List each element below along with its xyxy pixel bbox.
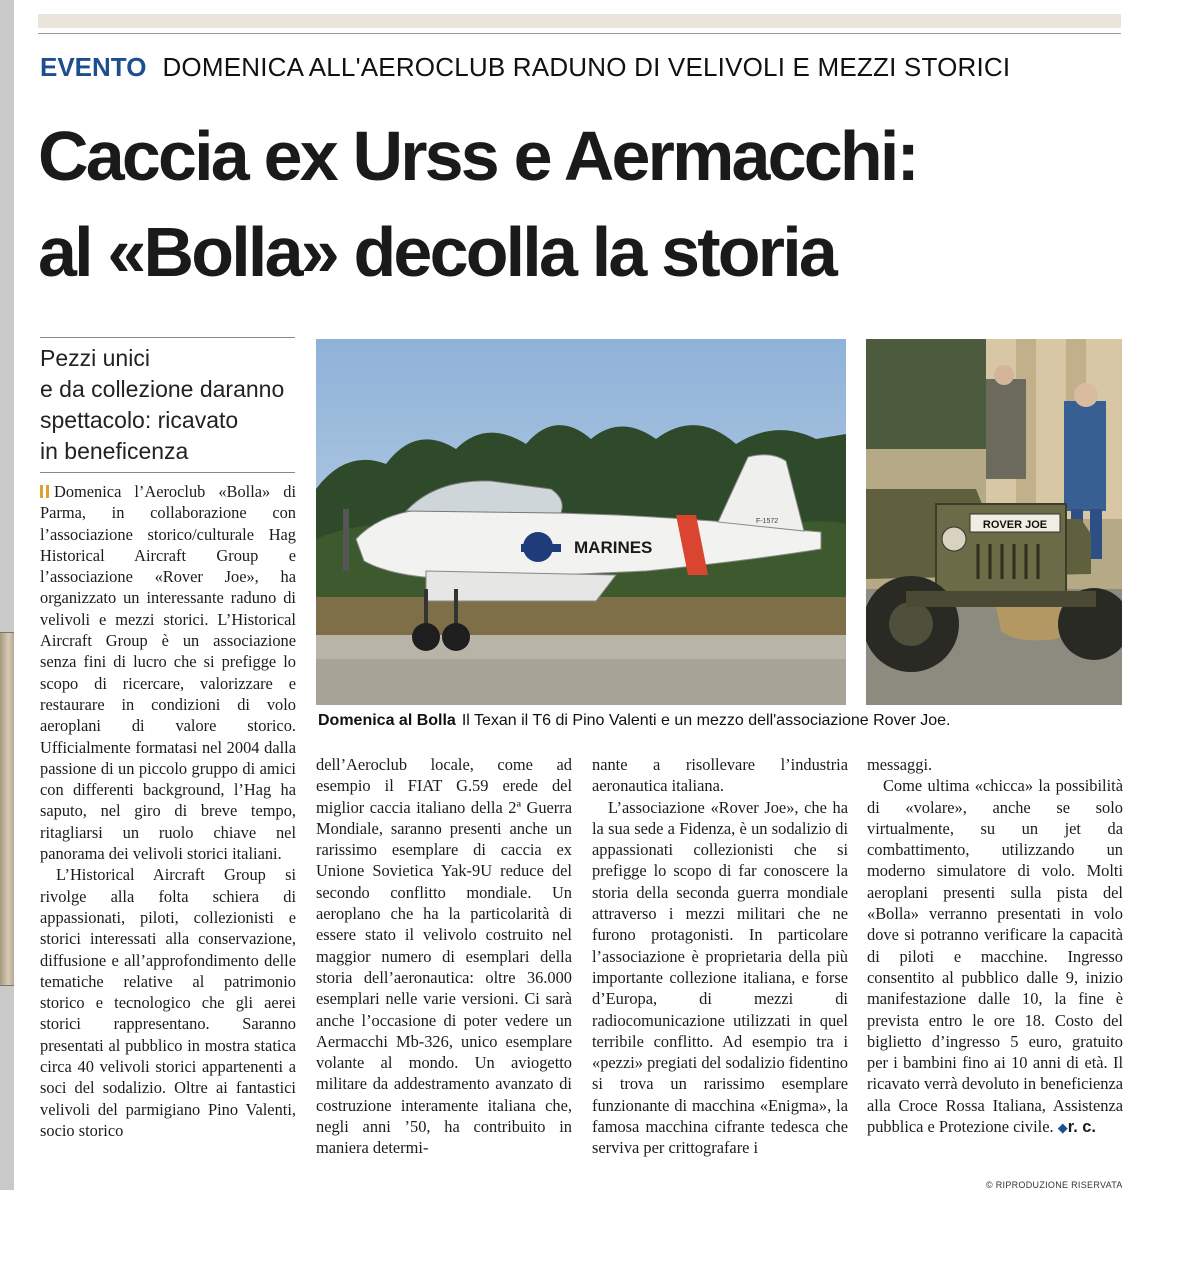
article-text: Domenica l’Aeroclub «Bolla» di Parma, in collaborazione con l’associazione storico/culturale Hag Historical Aircraft Group e l’associazione «Rover Joe», ha organizzato un interessante raduno di velivoli e mezzi storici. L’Historical Aircraft Group è un associazione senza fini di lucro che si prefigge lo scopo di ricercare, valorizzare e restaurare in condizioni di volo aeroplani di valore storico. Ufficialmente formatasi nel 2004 dalla passione di un piccolo gruppo di amici con differenti background, l’Hag ha saputo, nel giro di breve tempo, ritagliarsi un ruolo chiave nel panorama dei velivoli storici italiani.: [40, 482, 296, 864]
article-column-4: [867, 754, 1123, 1138]
headline: [38, 108, 1128, 300]
article-paragraph: dell’Aeroclub locale, come ad esempio il FIAT G.59 erede del miglior caccia italiano della 2ª Guerra Mondiale, saranno presenti anche un rarissimo esemplare di caccia ex Unione Sovietica Yak-9U reduce del secondo conflitto mondiale. Un aeroplano che ha la particolarità di essere stato il velivolo costruito nel maggior numero di esemplari della storia dell’aeronautica: oltre 36.000 esemplari nelle varie versioni. Ci sarà anche l’occasione di poter vedere un Aermacchi Mb-326, unico esemplare volante al mondo. Un aviogetto militare da addestramento avanzato di costruzione interamente italiana che, negli anni ’50, ha contribuito in maniera determi-: [316, 755, 572, 1158]
article-paragraph: messaggi.: [867, 755, 933, 774]
article-paragraph: [867, 775, 1123, 1138]
article-column-1: [40, 481, 296, 1141]
article-paragraph: [40, 481, 296, 864]
article-paragraph: L’associazione «Rover Joe», che ha la sua sede a Fidenza, è un sodalizio di appassionati collezionisti che si prefigge lo scopo di far conoscere la storia della seconda guerra mondiale attraverso i mezzi militari che ne furono protagonisti. In particolare l’associazione è proprietaria della più importante collezione italiana, e forse d’Europa, di mezzi di radiocomunicazione utilizzati in quel terribile conflitto. Ad esempio tra i «pezzi» pregiati del sodalizio fidentino si trova un rarissimo esemplare funzionante di macchina «Enigma», la famosa macchina cifrante tedesca che serviva per crittografare i: [592, 797, 848, 1158]
jeep-plate-text: ROVER JOE: [982, 519, 1048, 531]
header-band: [38, 14, 1121, 28]
plane-photo: [316, 339, 846, 705]
deck-bottom-rule: [40, 472, 295, 473]
kicker: [40, 50, 1010, 84]
deck-top-rule: [40, 337, 295, 338]
deck: [40, 343, 300, 467]
article-paragraph: L’Historical Aircraft Group si rivolge alla folta schiera di appassionati, piloti, collezionisti e storici interessati alla conservazione, diffusione e all’approfondimento delle tematiche relative al patrimonio storico e tecnologico che gli aerei storici rappresentano. Saranno presentati al pubblico in mostra statica circa 40 velivoli storici appartenenti a soci del sodalizio. Oltre ai fantastici velivoli del parmigiano Pino Valenti, socio storico: [40, 865, 296, 1140]
deck-line-3: spettacolo: ricavato: [40, 407, 239, 433]
headline-line-2: al «Bolla» decolla la storia: [38, 213, 835, 291]
plane-marking-text: MARINES: [574, 538, 653, 557]
adjacent-page-photo-edge: [0, 632, 14, 986]
deck-line-1: Pezzi unici: [40, 345, 150, 371]
article-paragraph: nante a risollevare l’industria aeronautica italiana.: [592, 755, 848, 796]
article-column-3: [592, 754, 848, 1159]
kicker-subtitle: DOMENICA ALL'AEROCLUB RADUNO DI VELIVOLI E MEZZI STORICI: [162, 52, 1011, 82]
headline-line-1: Caccia ex Urss e Aermacchi:: [38, 117, 918, 195]
photo-caption: [318, 710, 950, 732]
deck-line-4: in beneficenza: [40, 438, 189, 464]
kicker-tag: EVENTO: [40, 52, 147, 82]
header-rule: [38, 33, 1121, 34]
lead-marker-icon: [40, 485, 49, 498]
caption-lead: Domenica al Bolla: [318, 712, 456, 729]
author-signature: r. c.: [1067, 1118, 1096, 1137]
article-text: Come ultima «chicca» la possibilità di «volare», anche se solo virtualmente, su un jet da combattimento, utilizzando un moderno simulatore di volo. Molti aeroplani presenti sulla pista del «Bolla» verranno presentati in volo dove si potranno verificare la capacità di piloti e macchine. Ingresso consentito al pubblico dalle 9, inizio manifestazione dalle 10, la fine è prevista entro le ore 18. Costo del biglietto d’ingresso 5 euro, gratuito per i bambini fino ai 10 anni di età. Il ricavato verrà devoluto in beneficienza alla Croce Rossa Italiana, Assistenza pubblica e Protezione civile.: [867, 776, 1123, 1137]
jeep-photo: [866, 339, 1122, 705]
copyright-notice: © RIPRODUZIONE RISERVATA: [986, 1180, 1123, 1190]
adjacent-page-edge: [0, 0, 14, 1190]
article-column-2: [316, 754, 572, 1159]
signature-diamond-icon: ◆: [1057, 1120, 1068, 1136]
plane-tail-code: F-1572: [756, 518, 779, 525]
deck-line-2: e da collezione daranno: [40, 376, 285, 402]
caption-text: Il Texan il T6 di Pino Valenti e un mezzo dell'associazione Rover Joe.: [461, 712, 951, 729]
